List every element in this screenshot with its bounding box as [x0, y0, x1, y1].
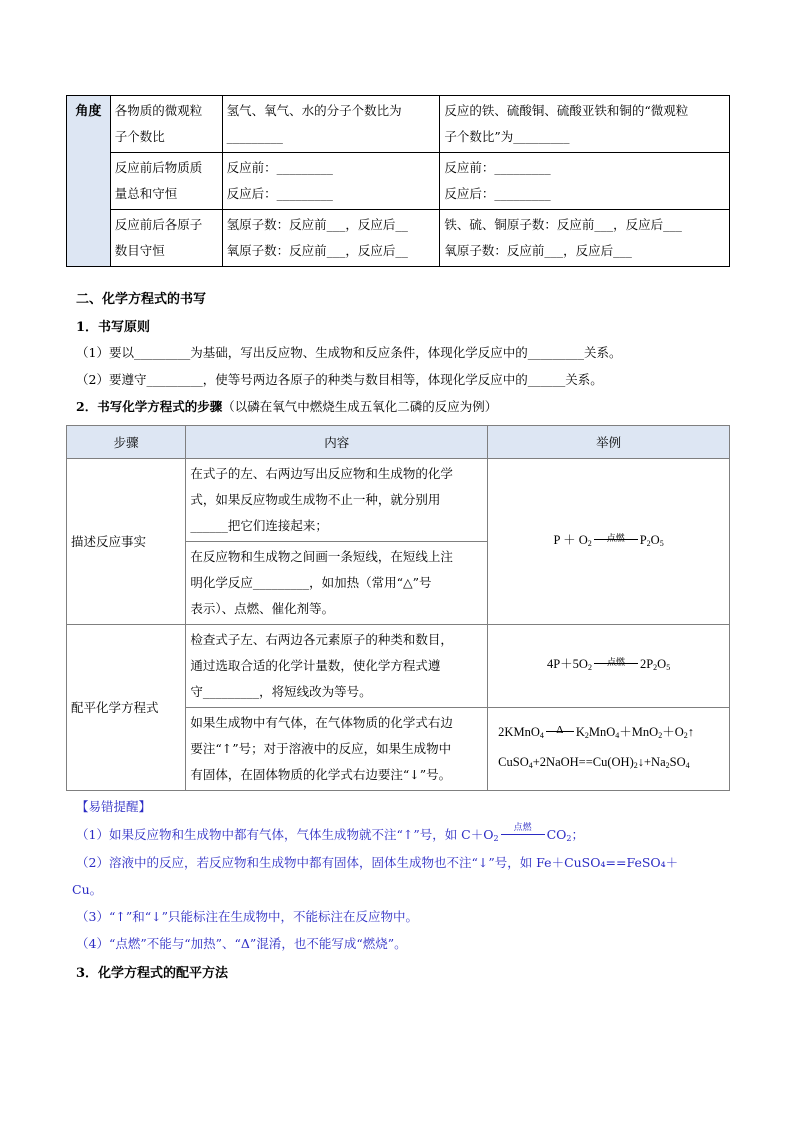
tip-text: ；	[571, 827, 585, 842]
table-row	[67, 96, 730, 153]
tip-1	[76, 825, 584, 843]
eq-sub: 2	[587, 538, 592, 548]
eq-text: 2KMnO	[498, 725, 540, 739]
content-cell	[186, 542, 488, 625]
cell-line: 反应后：_________	[444, 186, 551, 201]
content-line: 明化学反应_________，如加热（常用“△”号	[190, 575, 432, 590]
cell-line: 氢气、氧气、水的分子个数比为	[226, 103, 402, 118]
row-label-line: 各物质的微观粒	[114, 103, 203, 118]
tip-2-line-2: Cu。	[72, 882, 103, 897]
eq-text: ＋MnO	[619, 725, 659, 739]
reaction-condition: 点燃	[606, 657, 625, 667]
column-header: 举例	[488, 426, 730, 459]
content-line: 在反应物和生成物之间画一条短线，在短线上注	[190, 549, 453, 564]
eq-text: MnO	[588, 725, 616, 739]
eq-text: O	[657, 657, 667, 671]
content-cell	[186, 459, 488, 542]
arrow-line	[594, 539, 638, 540]
cell-line: 反应前：_________	[444, 160, 551, 175]
table-row	[67, 625, 730, 708]
content-line: ______把它们连接起来；	[190, 518, 328, 533]
eq-sub: 2	[665, 761, 670, 770]
cell	[440, 96, 730, 153]
step-label: 配平化学方程式	[71, 699, 159, 715]
eq-text: P	[639, 532, 647, 547]
eq-sub: 2	[633, 761, 638, 770]
eq-text: CuSO	[498, 755, 529, 769]
equation-2	[547, 657, 670, 671]
tip-3: （3）“↑”和“↓”只能标注在生成物中，不能标注在反应物中。	[76, 909, 418, 924]
cell-line: 铁、硫、铜原子数：反应前___，反应后___	[444, 217, 682, 232]
eq-text: P ＋ O	[553, 532, 588, 547]
table-2	[66, 425, 730, 791]
cell-line: _________	[226, 129, 283, 144]
example-cell	[488, 708, 730, 791]
eq-sub: 4	[528, 761, 533, 770]
eq-text: ↓+Na	[637, 755, 666, 769]
eq-text: ＋O	[662, 725, 684, 739]
content-line: 表示）、点燃、催化剂等。	[190, 601, 335, 616]
equation-4	[498, 749, 725, 779]
eq-sub: 2	[587, 663, 592, 672]
row-label	[110, 210, 222, 267]
eq-sub: 4	[615, 731, 620, 740]
eq-sub: 2	[646, 538, 651, 548]
eq-sub: 2	[683, 731, 688, 740]
reaction-condition: 点燃	[513, 823, 532, 833]
tip-sub: 2	[493, 834, 499, 843]
tip-text: （1）如果反应物和生成物中都有气体，气体生成物就不注“↑”号，如 C＋O	[76, 827, 494, 842]
row-label	[110, 153, 222, 210]
principle-2: （2）要遵守_________，使等号两边各原子的种类与数目相等，体现化学反应中的______关系。	[76, 372, 603, 387]
content-line: 守_________，将短线改为等号。	[190, 684, 372, 699]
content-line: 在式子的左、右两边写出反应物和生成物的化学	[190, 466, 453, 481]
eq-text: +2NaOH==Cu(OH)	[532, 755, 634, 769]
cell-line: 反应前：_________	[226, 160, 333, 175]
subsection-title-3: 3．化学方程式的配平方法	[76, 966, 229, 981]
principle-1: （1）要以_________为基础，写出反应物、生成物和反应条件，体现化学反应中的_________关系。	[76, 345, 622, 360]
table-1-header	[67, 96, 111, 267]
step-label: 描述反应事实	[71, 533, 147, 549]
eq-sub: 4	[685, 761, 690, 770]
eq-text: K	[575, 725, 585, 739]
reaction-arrow	[546, 723, 574, 739]
table-row	[67, 459, 730, 542]
eq-sub: 5	[659, 538, 664, 548]
eq-text: SO	[669, 755, 686, 769]
row-label-line: 数目守恒	[114, 243, 165, 258]
tip-sub: 2	[566, 834, 572, 843]
content-cell	[186, 708, 488, 791]
tip-text: CO	[546, 827, 567, 842]
example-cell	[488, 459, 730, 625]
cell	[222, 153, 440, 210]
content-line: 有固体，在固体物质的化学式右边要注“↓”号。	[190, 767, 452, 782]
arrow-line	[501, 834, 545, 835]
content-cell	[186, 625, 488, 708]
eq-text: O	[650, 532, 660, 547]
row-label-line: 反应前后各原子	[114, 217, 203, 232]
reaction-arrow	[594, 531, 638, 547]
cell-line: 子个数比”为_________	[444, 129, 570, 144]
step-cell	[67, 625, 186, 791]
table-1	[66, 95, 730, 267]
eq-text: 2P	[639, 657, 654, 671]
table-row	[67, 153, 730, 210]
eq-text: 4P＋5O	[546, 657, 588, 671]
arrow-line	[546, 731, 574, 732]
row-label-line: 子个数比	[114, 129, 165, 144]
eq-sub: 4	[539, 731, 544, 740]
reaction-arrow	[594, 655, 638, 671]
row-label	[110, 96, 222, 153]
content-line: 要注“↑”号；对于溶液中的反应，如果生成物中	[190, 741, 452, 756]
tip-2-line-1: （2）溶液中的反应，若反应物和生成物中都有固体，固体生成物也不注“↓”号，如 Fe＋CuSO₄==FeSO₄＋	[76, 855, 679, 870]
reaction-condition: 点燃	[606, 532, 625, 543]
eq-sub: 2	[584, 731, 589, 740]
content-line: 通过选取合适的化学计量数，使化学方程式遵	[190, 658, 441, 673]
subsection-title-2-bold: 2．书写化学方程式的步骤	[76, 399, 223, 414]
equation-3	[498, 719, 725, 749]
eq-text: ↑	[687, 725, 694, 739]
cell-line: 反应的铁、硫酸铜、硫酸亚铁和铜的“微观粒	[444, 103, 689, 118]
subsection-title-2-note: （以磷在氧气中燃烧生成五氧化二磷的反应为例）	[222, 399, 498, 414]
column-header: 内容	[186, 426, 488, 459]
table-1-header-label: 角度	[75, 104, 102, 119]
cell	[440, 153, 730, 210]
tips-title: 【易错提醒】	[76, 799, 152, 814]
eq-sub: 2	[658, 731, 663, 740]
content-line: 检查式子左、右两边各元素原子的种类和数目，	[190, 632, 453, 647]
row-label-line: 量总和守恒	[114, 186, 178, 201]
section-title: 二、化学方程式的书写	[76, 292, 207, 307]
cell-line: 氢原子数：反应前___，反应后__	[226, 217, 408, 232]
cell	[222, 96, 440, 153]
cell-line: 氧原子数：反应前___，反应后___	[444, 243, 632, 258]
subsection-title-2	[76, 397, 497, 415]
eq-sub: 2	[653, 663, 658, 672]
cell-line: 反应后：_________	[226, 186, 333, 201]
arrow-line	[594, 663, 638, 664]
reaction-arrow	[501, 823, 545, 842]
column-header: 步骤	[67, 426, 186, 459]
cell-line: 氧原子数：反应前___，反应后__	[226, 243, 408, 258]
tip-4: （4）“点燃”不能与“加热”、“Δ”混淆，也不能写成“燃烧”。	[76, 936, 407, 951]
row-label-line: 反应前后物质质	[114, 160, 203, 175]
example-cell	[488, 625, 730, 708]
table-row	[67, 210, 730, 267]
content-line: 如果生成物中有气体，在气体物质的化学式右边	[190, 715, 453, 730]
step-cell	[67, 459, 186, 625]
cell	[440, 210, 730, 267]
content-line: 式，如果反应物或生成物不止一种，就分别用	[190, 492, 441, 507]
table-header-row	[67, 426, 730, 459]
subsection-title-1: 1．书写原则	[76, 320, 151, 335]
eq-sub: 5	[666, 663, 671, 672]
cell	[222, 210, 440, 267]
equation-1	[553, 533, 663, 547]
reaction-condition: Δ	[556, 724, 564, 736]
